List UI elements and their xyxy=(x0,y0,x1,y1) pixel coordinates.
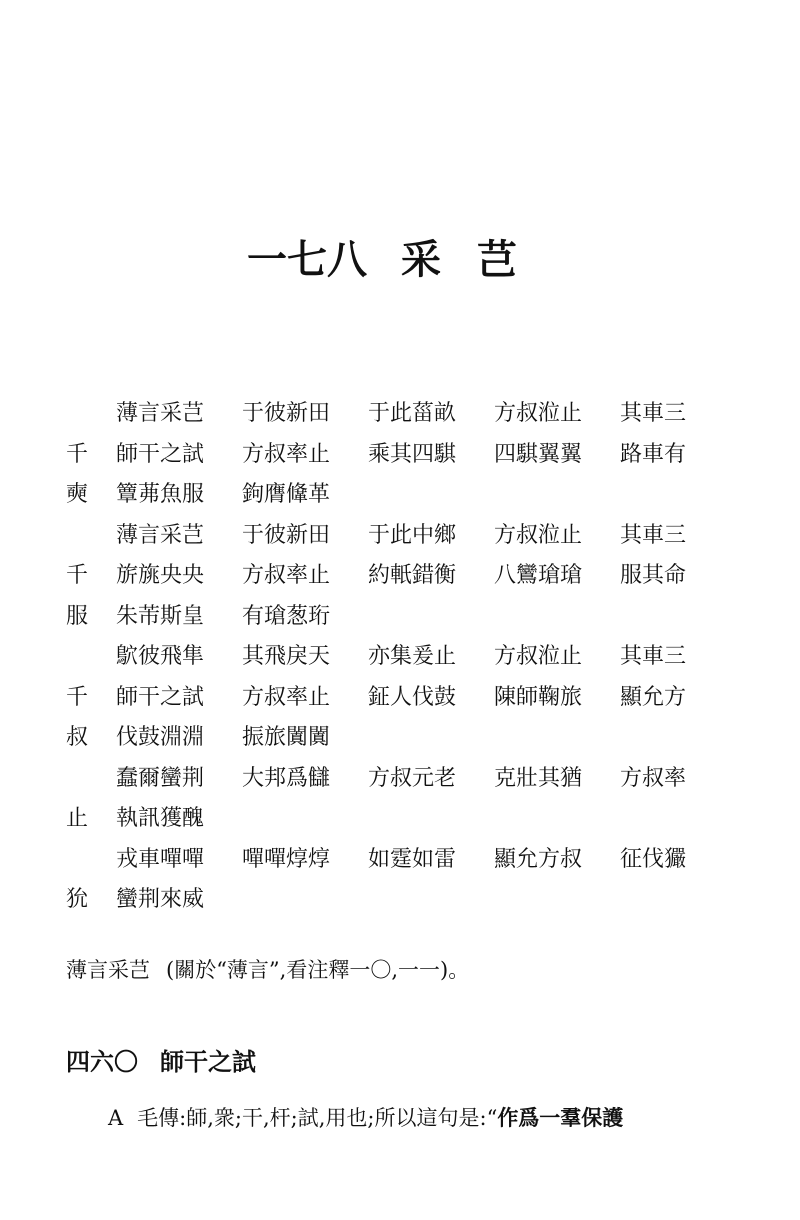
poem-line xyxy=(66,840,756,881)
poem-phrase: 方叔元老 xyxy=(368,765,457,791)
poem-line xyxy=(66,637,756,678)
poem-phrase: 方叔率止 xyxy=(242,441,331,467)
poem-phrase: 師干之試 xyxy=(116,684,205,710)
poem-phrase: 大邦爲讎 xyxy=(242,765,331,791)
note-term: 薄言采芑 xyxy=(66,958,150,982)
poem-phrase: 方叔涖止 xyxy=(494,522,583,548)
poem-phrase: 嘽嘽焞焞 xyxy=(242,846,331,872)
poem-line xyxy=(66,475,756,516)
poem-phrase: 鴥彼飛隼 xyxy=(116,644,205,669)
poem-phrase: 方叔涖止 xyxy=(494,644,583,669)
note-text: (關於“薄言”,看注釋一〇,一一)。 xyxy=(166,958,470,982)
poem-phrase: 蠻荆來威 xyxy=(116,887,205,912)
poem-phrase: 其車三 xyxy=(620,401,687,426)
poem-phrase: 八鸞瑲瑲 xyxy=(494,563,583,588)
poem-phrase: 于彼新田 xyxy=(242,522,331,548)
poem-phrase: 伐鼓淵淵 xyxy=(116,725,205,750)
poem-line xyxy=(66,880,756,921)
commentary-paragraph xyxy=(108,1100,623,1136)
poem-phrase: 執訊獲醜 xyxy=(116,806,205,831)
poem-phrase: 振旅闐闐 xyxy=(242,725,331,750)
section-heading xyxy=(66,1044,256,1080)
poem-phrase: 于此菑畝 xyxy=(368,401,457,426)
poem-name: 采芑 xyxy=(401,236,553,283)
poem-phrase: 其車三 xyxy=(620,644,687,669)
poem-phrase: 如霆如雷 xyxy=(368,846,457,872)
comment-text: 毛傳:師,衆;干,杆;試,用也;所以這句是:“ xyxy=(137,1106,498,1130)
poem-line xyxy=(66,718,756,759)
poem-phrase: 于此中鄉 xyxy=(368,522,457,548)
poem-line-lead: 奭 xyxy=(66,482,89,507)
poem-phrase: 克壯其猶 xyxy=(494,765,583,791)
poem-phrase: 旂旐央央 xyxy=(116,563,205,588)
comment-emphasis: 作爲一羣保護 xyxy=(497,1106,624,1130)
poem-phrase: 其飛戾天 xyxy=(242,644,331,669)
poem-line-lead: 千 xyxy=(66,441,89,467)
section-number: 四六〇 xyxy=(66,1048,138,1076)
poem-line-lead: 叔 xyxy=(66,725,89,750)
poem-phrase: 路車有 xyxy=(620,441,687,467)
poem-phrase: 顯允方叔 xyxy=(494,846,583,872)
poem-line xyxy=(66,556,756,597)
poem-phrase: 蠢爾蠻荆 xyxy=(116,765,205,791)
poem-phrase: 陳師鞠旅 xyxy=(494,684,583,710)
poem-phrase: 朱芾斯皇 xyxy=(116,603,205,629)
poem-phrase: 于彼新田 xyxy=(242,401,331,426)
poem-phrase: 乘其四騏 xyxy=(368,441,457,467)
poem-line xyxy=(66,435,756,476)
poem-title xyxy=(0,236,800,284)
poem-line xyxy=(66,516,756,557)
poem-phrase: 戎車嘽嘽 xyxy=(116,846,205,872)
poem-phrase: 師干之試 xyxy=(116,441,205,467)
poem-phrase: 方叔率止 xyxy=(242,563,331,588)
poem-line xyxy=(66,597,756,638)
poem-phrase: 征伐玁 xyxy=(620,846,687,872)
poem-line-lead: 止 xyxy=(66,806,89,831)
poem-phrase: 其車三 xyxy=(620,522,687,548)
poem-phrase: 服其命 xyxy=(620,563,687,588)
poem-line xyxy=(66,394,756,435)
poem-phrase: 方叔率 xyxy=(620,765,687,791)
poem-text xyxy=(66,394,756,921)
poem-phrase: 亦集爰止 xyxy=(368,644,457,669)
annotation-note xyxy=(66,954,469,986)
poem-line-lead: 千 xyxy=(66,684,89,710)
poem-phrase: 四騏翼翼 xyxy=(494,441,583,467)
poem-phrase: 鉦人伐鼓 xyxy=(368,684,457,710)
poem-phrase: 薄言采芑 xyxy=(116,522,205,548)
poem-line xyxy=(66,759,756,800)
poem-phrase: 薄言采芑 xyxy=(116,401,205,426)
poem-phrase: 約軝錯衡 xyxy=(368,563,457,588)
comment-label: A xyxy=(108,1106,124,1130)
poem-phrase: 方叔涖止 xyxy=(494,401,583,426)
poem-phrase: 方叔率止 xyxy=(242,684,331,710)
poem-phrase: 鉤膺鞗革 xyxy=(242,482,331,507)
section-title: 師干之試 xyxy=(160,1048,256,1076)
poem-line-lead: 千 xyxy=(66,563,89,588)
poem-line xyxy=(66,678,756,719)
poem-phrase: 簟茀魚服 xyxy=(116,482,205,507)
poem-line xyxy=(66,799,756,840)
poem-line-lead: 服 xyxy=(66,603,89,629)
poem-phrase: 顯允方 xyxy=(620,684,687,710)
poem-phrase: 有瑲葱珩 xyxy=(242,603,331,629)
poem-line-lead: 狁 xyxy=(66,887,89,912)
poem-number: 一七八 xyxy=(247,236,367,283)
